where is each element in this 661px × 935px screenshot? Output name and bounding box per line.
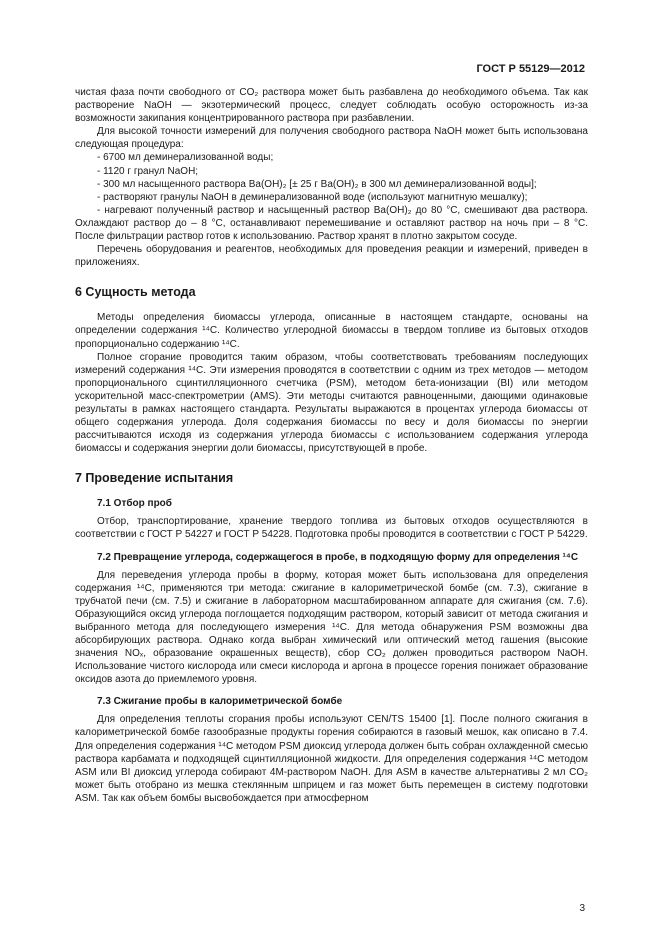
list-item: - 1120 г гранул NaOH; (97, 165, 199, 177)
section-heading: 7 Проведение испытания (75, 471, 234, 486)
paragraph: Методы определения биомассы углерода, описанные в настоящем стандарте, основаны на определении содержания ¹⁴C. Количество углеродной биомассы в твердом топливе из бытовых отходов пропорционально содержанию ¹⁴C. (75, 312, 588, 350)
subsection-heading: 7.2 Превращение углерода, содержащегося в пробе, в подходящую форму для определения ¹⁴C (97, 551, 579, 563)
paragraph: Полное сгорание проводится таким образом, чтобы соответствовать требованиям последующих измерений содержания ¹⁴C. Эти измерения проводятся в соответствии с одним из трех методов — методом пропорционального сцинтилляционного счетчика (PSM), методом бета-ионизации (BI) или методом ускорительной масс-спектрометрии (AMS). Эти методы считаются равноценными, дающими одинаковые результаты в рамках настоящего стандарта. Результаты выражаются в процентах углерода биомассы от общего содержания углерода. Доля содержания биомассы по весу и доля биомассы по энергии рассчитываются исходя из содержания углерода биомассы с использованием содержания углерода биомассы и содержания энергии доли биомассы, присутствующей в пробе. (75, 351, 588, 455)
document-header: ГОСТ Р 55129—2012 (476, 63, 585, 75)
paragraph: Для высокой точности измерений для получения свободного раствора NaOH может быть использована следующая процедура: (75, 126, 588, 151)
list-item: - растворяют гранулы NaOH в деминерализованной воде (используют магнитную мешалку); (97, 191, 528, 203)
section-heading: 6 Сущность метода (75, 285, 196, 300)
list-item: - 6700 мл деминерализованной воды; (97, 152, 274, 164)
subsection-heading: 7.1 Отбор проб (97, 498, 172, 510)
paragraph: Отбор, транспортирование, хранение твердого топлива из бытовых отходов осуществляются в соответствии с ГОСТ Р 54227 и ГОСТ Р 54228. Подготовка пробы проводится в соответствии с ГОСТ Р 54229. (75, 516, 588, 541)
page-number: 3 (579, 903, 585, 914)
subsection-heading: 7.3 Сжигание пробы в калориметрической бомбе (97, 696, 343, 708)
paragraph: чистая фаза почти свободного от CO₂ раствора может быть разбавлена до необходимого объема. Так как растворение NaOH — экзотермический процесс, следует соблюдать особую осторожность из-за возможности закипания концентрированного раствора при разбавлении. (75, 87, 588, 125)
paragraph: Перечень оборудования и реагентов, необходимых для проведения реакции и измерений, приведен в приложениях. (75, 244, 588, 269)
paragraph: - нагревают полученный раствор и насыщенный раствор Ba(OH)₂ до 80 °C, смешивают два раствора. Охлаждают раствор до – 8 °C, останавливают перемешивание и оставляют раствор на ночь при – 8 °C. После фильтрации раствор готов к использованию. Раствор хранят в плотно закрытом сосуде. (75, 204, 588, 243)
paragraph: Для переведения углерода пробы в форму, которая может быть использована для определения содержания ¹⁴C, применяются три метода: сжигание в калориметрической бомбе (см. 7.3), сжигание в трубчатой печи (см. 7.5) и сжигание в лабораторном масштабированном аппарате для сжигания (см. 7.6). Образующийся оксид углерода поглощается подходящим раствором, который зависит от метода сжигания и выбранного метода для последующего измерения ¹⁴C. Для метода обнаружения PSM возможны два абсорбирующих раствора. Однако когда выбран химический или оптический метод гашения (высокие значения NOₓ, образование окрашенных веществ), сбор CO₂ должен проводиться раствором NaOH. Использование чистого кислорода или смеси кислорода и аргона в процессе горения понижает образование оксидов азота до приемлемого уровня. (75, 569, 588, 686)
paragraph: Для определения теплоты сгорания пробы используют CEN/TS 15400 [1]. После полного сжигания в калориметрической бомбе газообразные продукты горения собираются в газовый мешок, как описано в 7.4. Для определения содержания ¹⁴C методом PSM диоксид углерода должен быть собран охлажденной смесью раствора карбамата и подходящей сцинтилляционной жидкости. Для определения содержания ¹⁴C методом ASM или BI диоксид углерода собирают 4М-раствором NaOH. Для ASM в качестве альтернативы 2 мл CO₂ может быть отобрано из мешка стеклянным шприцем и газ может быть перемещен в систему подготовки ASM. Так как объем бомбы высвобождается при атмосферном (75, 714, 588, 804)
document-body (75, 86, 588, 805)
list-item: - 300 мл насыщенного раствора Ba(OH)₂ [± 25 г Ba(OH)₂ в 300 мл деминерализованной воды]; (97, 178, 537, 190)
